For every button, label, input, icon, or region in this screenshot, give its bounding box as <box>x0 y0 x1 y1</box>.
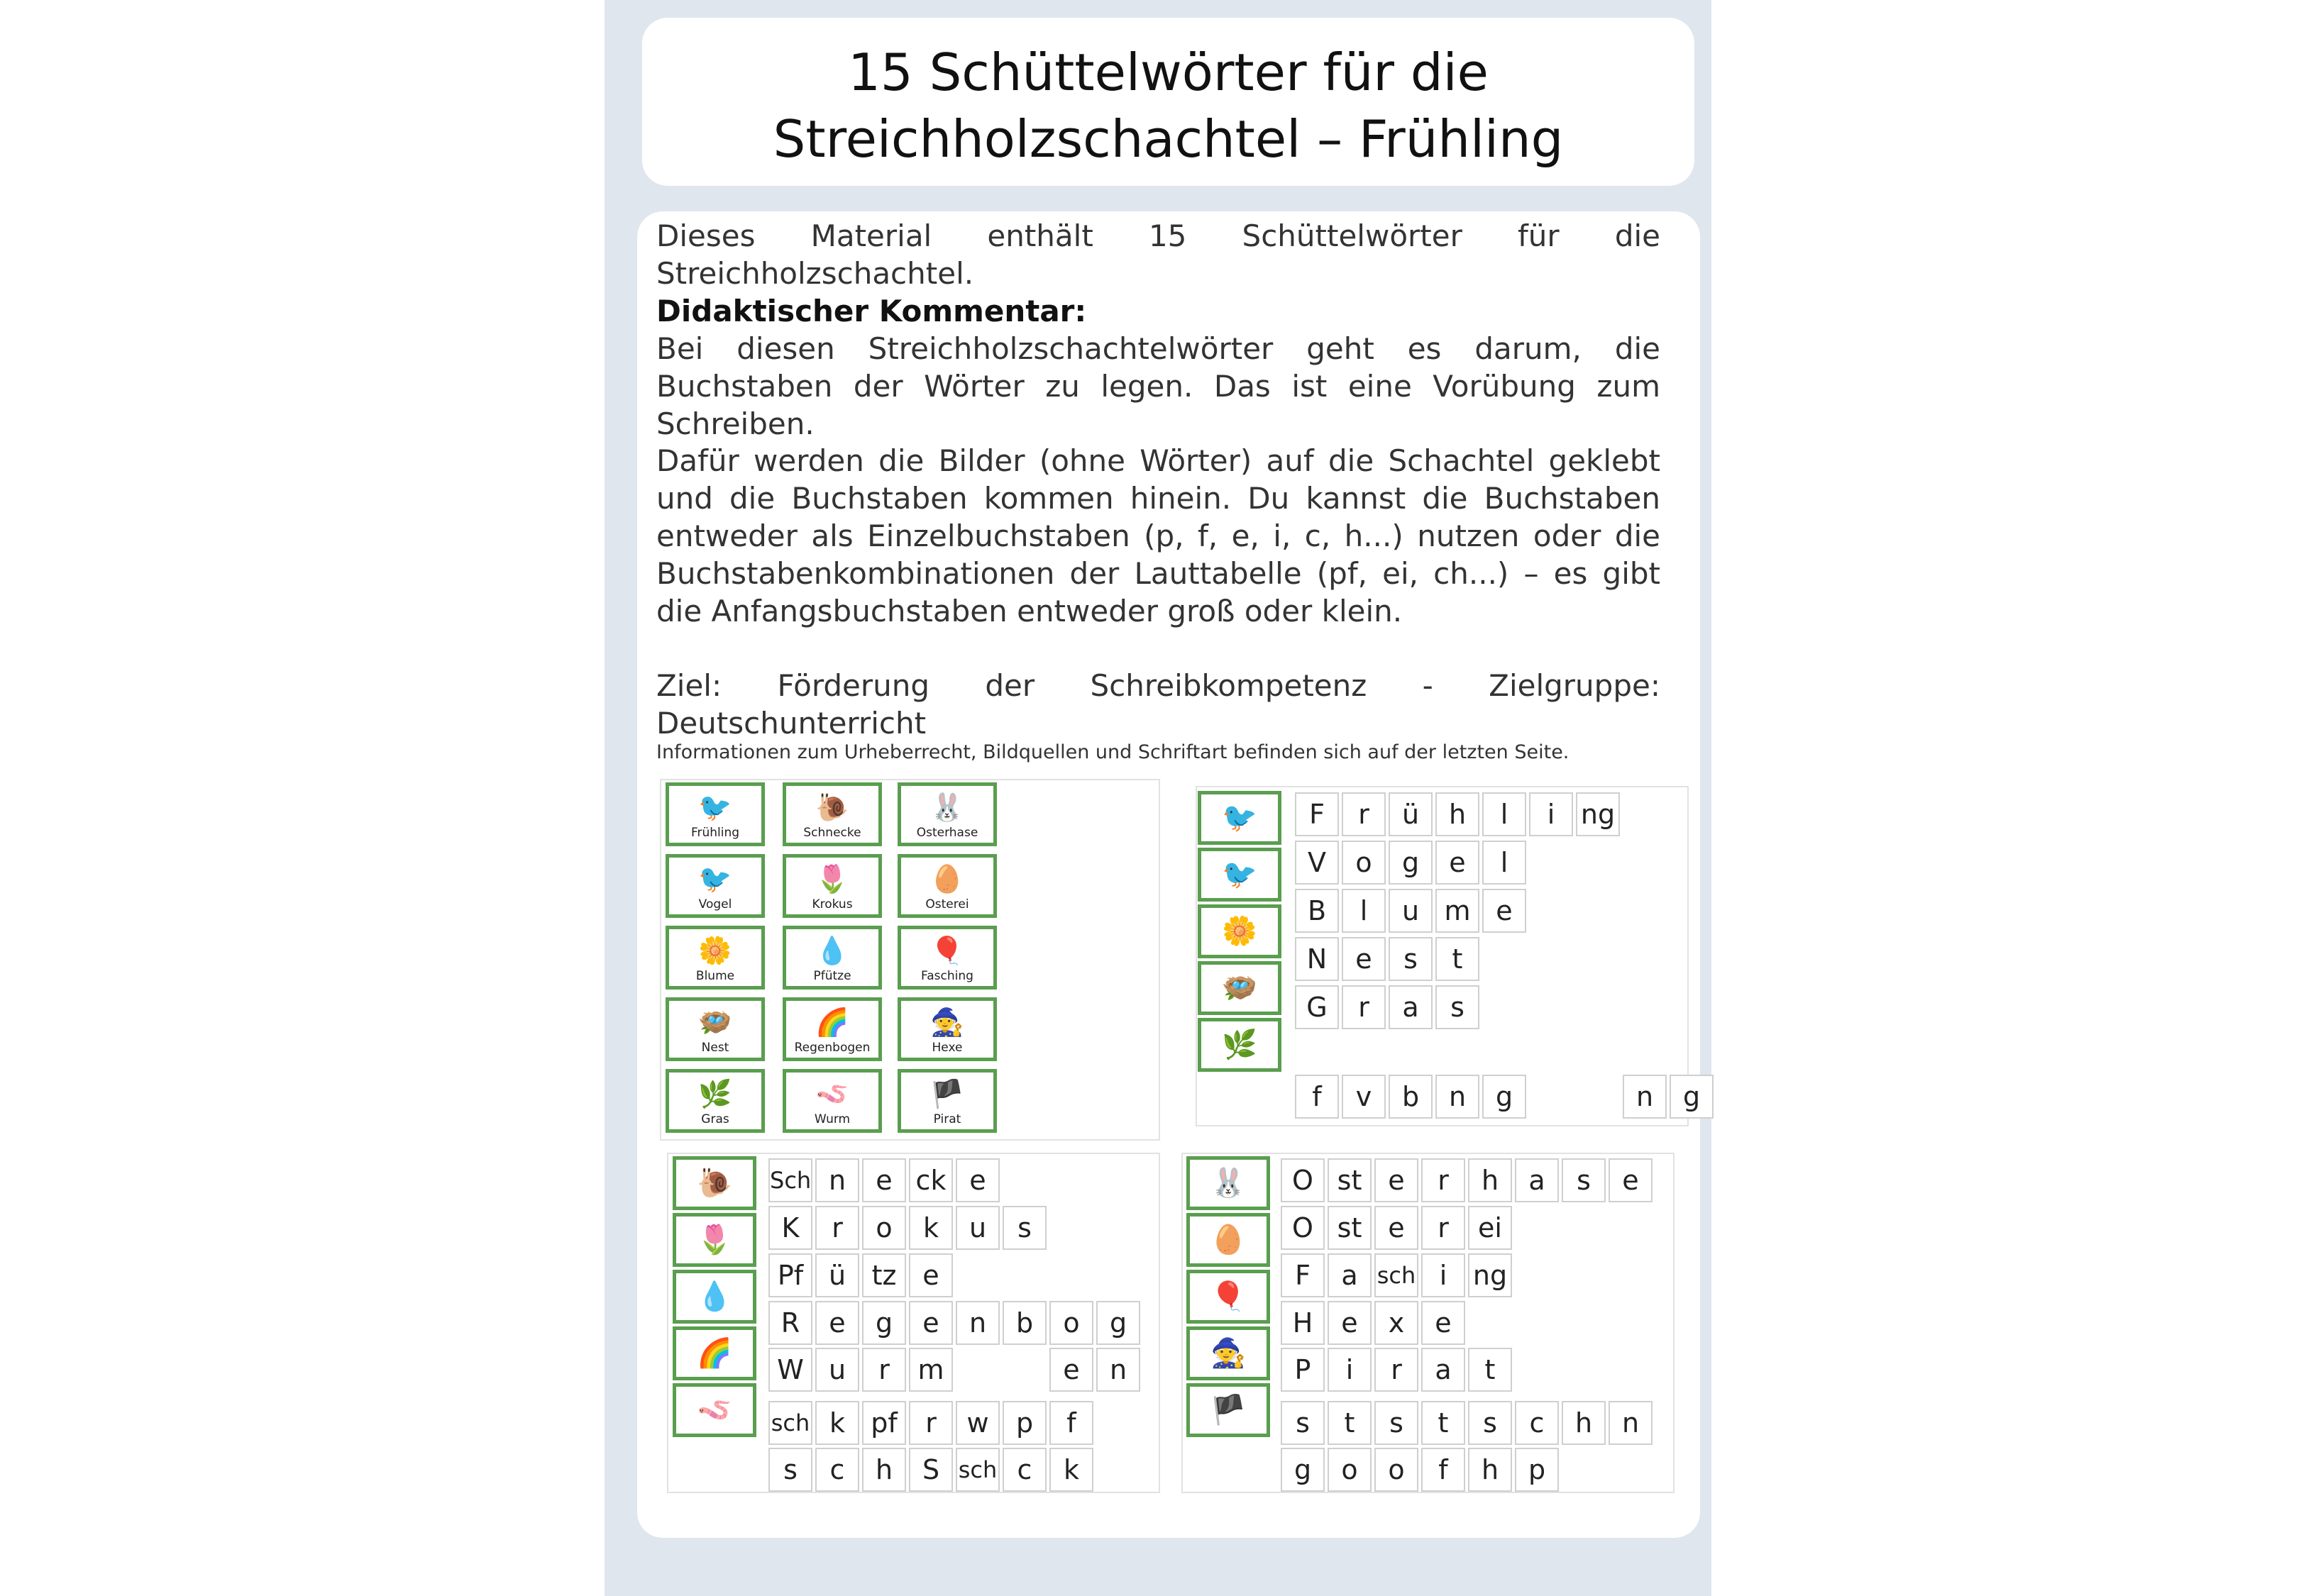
letter-tile: e <box>1374 1206 1418 1250</box>
picture-card-label: Osterhase <box>916 826 978 840</box>
picture-card <box>783 1069 882 1133</box>
picture-card-icon: 🏴 <box>930 1078 964 1109</box>
letter-tile: n <box>1623 1075 1667 1119</box>
letter-tile: r <box>815 1206 859 1250</box>
letter-tile: e <box>909 1253 953 1297</box>
picture-card <box>783 997 882 1061</box>
letter-tile: n <box>815 1158 859 1202</box>
letter-tile: n <box>1609 1401 1653 1445</box>
picture-card-label: Frühling <box>690 826 740 840</box>
letter-tile: o <box>1342 841 1386 885</box>
picture-card-label: Wurm <box>814 1112 851 1126</box>
letter-tile: b <box>1003 1301 1047 1345</box>
letter-tile: p <box>1515 1448 1559 1492</box>
picture-card-icon: 🧙 <box>930 1007 964 1038</box>
letter-tile: t <box>1421 1401 1465 1445</box>
letter-tile: ü <box>1389 792 1433 836</box>
picture-card-label: Pirat <box>933 1112 961 1126</box>
picture-box-icon: 🌼 <box>1198 904 1281 958</box>
picture-card-icon: 🥚 <box>930 863 964 894</box>
letter-tile: a <box>1515 1158 1559 1202</box>
letter-tile: s <box>1562 1158 1606 1202</box>
picture-card-label: Vogel <box>698 897 732 911</box>
picture-box-icon: 🧙 <box>1186 1326 1270 1380</box>
letter-tile: c <box>1003 1448 1047 1492</box>
letter-tile: v <box>1342 1075 1386 1119</box>
letter-tile: r <box>1421 1158 1465 1202</box>
letter-tile: g <box>1670 1075 1714 1119</box>
picture-card <box>666 1069 765 1133</box>
letter-tile: e <box>1421 1301 1465 1345</box>
letter-tile: s <box>1389 937 1433 981</box>
letter-tile: s <box>1281 1401 1325 1445</box>
letter-tile: a <box>1421 1348 1465 1392</box>
letter-tile: g <box>862 1301 906 1345</box>
picture-card-icon: 💧 <box>815 935 849 966</box>
picture-card-label: Schnecke <box>803 826 861 840</box>
picture-card <box>898 782 997 846</box>
picture-card <box>898 1069 997 1133</box>
letter-tile: sch <box>768 1401 812 1445</box>
letter-tile: O <box>1281 1158 1325 1202</box>
letter-tile: t <box>1328 1401 1372 1445</box>
letter-tile: m <box>909 1348 953 1392</box>
letter-tile: s <box>1003 1206 1047 1250</box>
letter-tile: f <box>1295 1075 1339 1119</box>
picture-card-icon: 🐰 <box>930 792 964 823</box>
letter-tile: h <box>1562 1401 1606 1445</box>
letter-tile: p <box>1003 1401 1047 1445</box>
picture-card <box>666 926 765 990</box>
letter-tile: V <box>1295 841 1339 885</box>
picture-card <box>666 782 765 846</box>
letter-tile: k <box>1049 1448 1093 1492</box>
letter-tile: k <box>909 1206 953 1250</box>
title-card <box>642 18 1694 186</box>
letter-tile: a <box>1389 985 1433 1029</box>
letter-tile: e <box>1328 1301 1372 1345</box>
letter-tile: sch <box>956 1448 1000 1492</box>
letter-tile: s <box>768 1448 812 1492</box>
letter-tile: B <box>1295 889 1339 933</box>
picture-box-icon: 🏴 <box>1186 1383 1270 1437</box>
letter-tile: ei <box>1468 1206 1512 1250</box>
picture-card <box>898 997 997 1061</box>
letter-tile: h <box>1468 1448 1512 1492</box>
letter-tile: r <box>1342 985 1386 1029</box>
letter-tile: pf <box>862 1401 906 1445</box>
letter-tile: Pf <box>768 1253 812 1297</box>
letter-tile: t <box>1468 1348 1512 1392</box>
page-title-line-2: Streichholzschachtel – Frühling <box>773 109 1564 169</box>
letter-tile: st <box>1328 1158 1372 1202</box>
letter-tile: i <box>1421 1253 1465 1297</box>
letter-tile: b <box>1389 1075 1433 1119</box>
picture-box-icon: 🐌 <box>673 1156 756 1210</box>
letter-tile: a <box>1328 1253 1372 1297</box>
picture-card-label: Osterei <box>925 897 969 911</box>
letter-tile: n <box>1435 1075 1479 1119</box>
picture-card-icon: 🐌 <box>815 792 849 823</box>
letter-tile: x <box>1374 1301 1418 1345</box>
picture-box-icon: 🌷 <box>673 1213 756 1267</box>
picture-card <box>783 782 882 846</box>
letter-tile: S <box>909 1448 953 1492</box>
picture-card-icon: 🌈 <box>815 1007 849 1038</box>
picture-card-icon: 🎈 <box>930 935 964 966</box>
letter-tile: e <box>1049 1348 1093 1392</box>
letter-tile: l <box>1482 841 1526 885</box>
letter-tile: o <box>1328 1448 1372 1492</box>
picture-box-icon: 🎈 <box>1186 1270 1270 1324</box>
letter-tile: s <box>1468 1401 1512 1445</box>
picture-box-icon: 🪱 <box>673 1383 756 1437</box>
picture-card-icon: 🐦 <box>698 863 732 894</box>
letter-tile: f <box>1421 1448 1465 1492</box>
picture-card-label: Pfütze <box>813 969 851 983</box>
letter-tile: u <box>1389 889 1433 933</box>
letter-tile: i <box>1328 1348 1372 1392</box>
letter-tile: m <box>1435 889 1479 933</box>
picture-card <box>898 854 997 918</box>
picture-card-label: Regenbogen <box>794 1041 871 1055</box>
picture-box-icon: 💧 <box>673 1270 756 1324</box>
letter-tile: G <box>1295 985 1339 1029</box>
letter-tile: r <box>862 1348 906 1392</box>
letter-tile: l <box>1482 792 1526 836</box>
goal-text: Ziel: Förderung der Schreibkompetenz - Zielgruppe: Deutschunterricht <box>656 668 1660 741</box>
picture-card-label: Gras <box>701 1112 729 1126</box>
letter-tile: tz <box>862 1253 906 1297</box>
letter-tile: e <box>1482 889 1526 933</box>
letter-tile: r <box>1342 792 1386 836</box>
picture-card-label: Hexe <box>932 1041 963 1055</box>
letter-tile: e <box>909 1301 953 1345</box>
letter-tile: i <box>1529 792 1573 836</box>
letter-tile: W <box>768 1348 812 1392</box>
letter-tile: n <box>1096 1348 1140 1392</box>
letter-tile: w <box>956 1401 1000 1445</box>
letter-tile: e <box>815 1301 859 1345</box>
letter-tile: P <box>1281 1348 1325 1392</box>
letter-tile: sch <box>1374 1253 1418 1297</box>
letter-tile: u <box>956 1206 1000 1250</box>
picture-card-label: Krokus <box>812 897 853 911</box>
letter-tile: O <box>1281 1206 1325 1250</box>
letter-tile: R <box>768 1301 812 1345</box>
letter-tile: f <box>1049 1401 1093 1445</box>
picture-card-icon: 🌼 <box>698 935 732 966</box>
picture-box-icon: 🥚 <box>1186 1213 1270 1267</box>
letter-tile: ü <box>815 1253 859 1297</box>
letter-tile: ck <box>909 1158 953 1202</box>
picture-card-icon: 🌿 <box>698 1078 732 1109</box>
picture-card <box>783 854 882 918</box>
picture-box-icon: 🌈 <box>673 1326 756 1380</box>
picture-box-icon: 🐰 <box>1186 1156 1270 1210</box>
letter-tile: g <box>1482 1075 1526 1119</box>
letter-tile: n <box>956 1301 1000 1345</box>
picture-card <box>666 854 765 918</box>
letter-tile: o <box>1049 1301 1093 1345</box>
page-title-line-1: 15 Schüttelwörter für die <box>848 43 1489 102</box>
usage-text: Dafür werden die Bilder (ohne Wörter) auf die Schachtel geklebt und die Buchstaben kommen hinein. Du kannst die Buchstaben entweder als Einzelbuchstaben (p, f, e, i, c, h...) nutzen oder die Buchstabenkombinationen der Lauttabelle (pf, ei, ch...) – es gibt die Anfangsbuchstaben entweder groß oder klein. <box>656 443 1660 628</box>
letter-tile: K <box>768 1206 812 1250</box>
picture-card-label: Fasching <box>921 969 973 983</box>
letter-tile: s <box>1435 985 1479 1029</box>
letter-tile: h <box>1468 1158 1512 1202</box>
letter-tile: g <box>1096 1301 1140 1345</box>
picture-box-icon: 🐦 <box>1198 848 1281 902</box>
letter-tile: ng <box>1576 792 1620 836</box>
letter-tile: H <box>1281 1301 1325 1345</box>
picture-card-label: Blume <box>695 969 735 983</box>
letter-tile: e <box>862 1158 906 1202</box>
letter-tile: h <box>862 1448 906 1492</box>
picture-card <box>666 997 765 1061</box>
letter-tile: o <box>862 1206 906 1250</box>
letter-tile: g <box>1281 1448 1325 1492</box>
picture-card-icon: 🌷 <box>815 863 849 894</box>
letter-tile: st <box>1328 1206 1372 1250</box>
letter-tile: g <box>1389 841 1433 885</box>
picture-card-icon: 🪱 <box>815 1078 849 1109</box>
letter-tile: e <box>1609 1158 1653 1202</box>
picture-box-icon: 🪺 <box>1198 961 1281 1015</box>
letter-tile: o <box>1374 1448 1418 1492</box>
letter-tile: F <box>1281 1253 1325 1297</box>
letter-tile: u <box>815 1348 859 1392</box>
letter-tile: r <box>909 1401 953 1445</box>
letter-tile: N <box>1295 937 1339 981</box>
letter-tile: h <box>1435 792 1479 836</box>
letter-tile: Sch <box>768 1158 812 1202</box>
letter-tile: t <box>1435 937 1479 981</box>
letter-tile: s <box>1374 1401 1418 1445</box>
letter-tile: l <box>1342 889 1386 933</box>
letter-tile: e <box>1435 841 1479 885</box>
letter-tile: r <box>1374 1348 1418 1392</box>
letter-tile: k <box>815 1401 859 1445</box>
copyright-note: Informationen zum Urheberrecht, Bildquellen und Schriftart befinden sich auf der letzten Seite. <box>656 741 1569 763</box>
picture-card <box>898 926 997 990</box>
picture-card-label: Nest <box>701 1041 729 1055</box>
letter-tile: ng <box>1468 1253 1512 1297</box>
letter-tile: c <box>815 1448 859 1492</box>
letter-tile: e <box>1374 1158 1418 1202</box>
letter-tile: r <box>1421 1206 1465 1250</box>
picture-card <box>783 926 882 990</box>
letter-tile: e <box>956 1158 1000 1202</box>
picture-card-icon: 🐦 <box>698 792 732 823</box>
picture-card-icon: 🪺 <box>698 1007 732 1038</box>
letter-tile: e <box>1342 937 1386 981</box>
intro-text: Dieses Material enthält 15 Schüttelwörter für die Streichholzschachtel. <box>656 218 1660 291</box>
letter-tile: c <box>1515 1401 1559 1445</box>
didactic-text: Bei diesen Streichholzschachtelwörter geht es darum, die Buchstaben der Wörter zu legen. Das ist eine Vorübung zum Schreiben. <box>656 331 1660 441</box>
picture-box-icon: 🌿 <box>1198 1018 1281 1072</box>
picture-box-icon: 🐦 <box>1198 791 1281 845</box>
letter-tile: F <box>1295 792 1339 836</box>
didactic-heading: Didaktischer Kommentar: <box>656 294 1087 328</box>
